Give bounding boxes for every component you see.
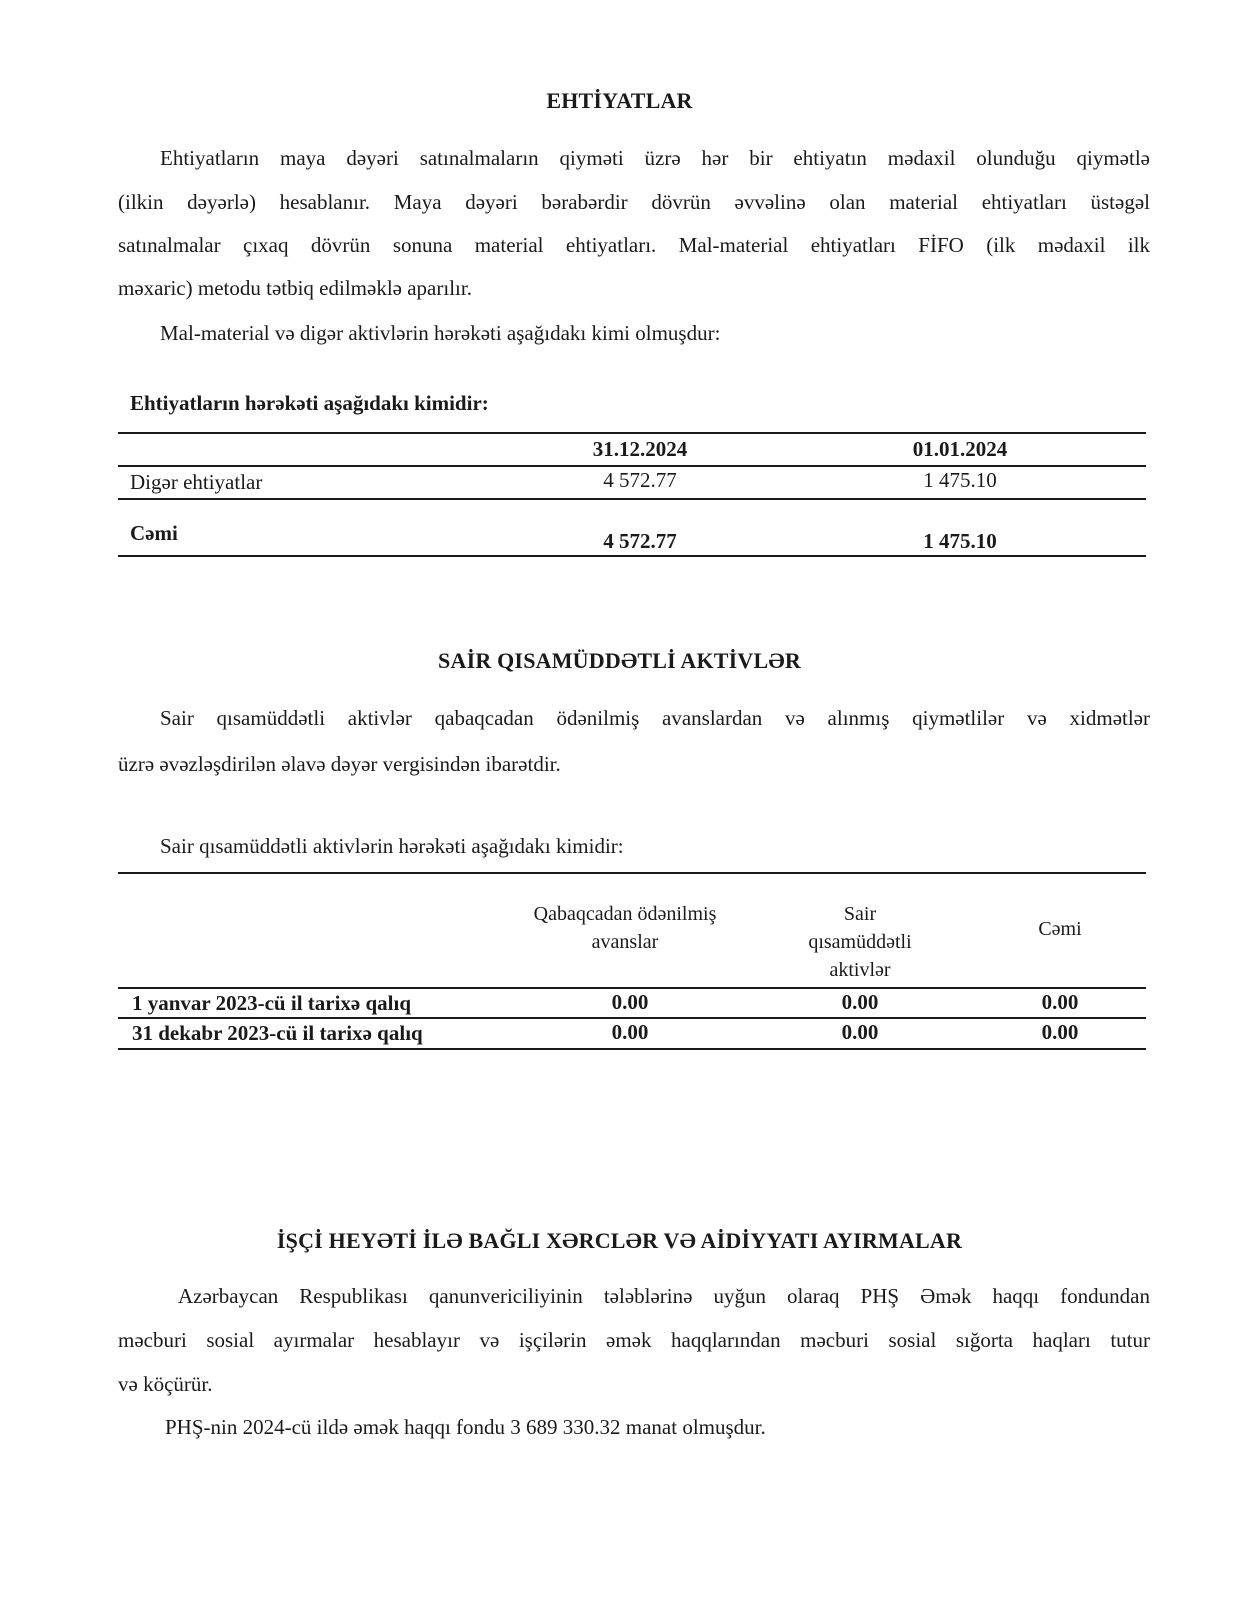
header-line: qısamüddətli <box>808 931 912 953</box>
paragraph-line: məcburi sosial ayırmalar hesablayır və işçilərin əmək haqqlarından məcburi sosial sığorta haqları tutur <box>118 1328 1150 1352</box>
table-rule-top <box>118 432 1146 434</box>
table-rule-header <box>118 465 1146 467</box>
wage-fund-text: PHŞ-nin 2024-cü ildə əmək haqqı fondu 3 689 330.32 manat olmuşdur. <box>165 1415 766 1439</box>
total-value: 1 475.10 <box>923 529 997 553</box>
row-label: 31 dekabr 2023-cü il tarixə qalıq <box>132 1021 423 1045</box>
header-line: aktivlər <box>829 959 891 981</box>
cell-value: 0.00 <box>611 1020 649 1044</box>
table-rule-bottom <box>118 1048 1146 1050</box>
total-value: 4 572.77 <box>603 529 677 553</box>
table-rule-bottom <box>118 555 1146 557</box>
table-rule-row <box>118 498 1146 500</box>
paragraph-line: (ilkin dəyərlə) hesablanır. Maya dəyəri bərabərdir dövrün əvvəlinə olan material ehtiyatları üstəgəl <box>118 190 1150 214</box>
header-line: Cəmi <box>1038 918 1082 940</box>
paragraph-line: Ehtiyatların maya dəyəri satınalmaların qiyməti üzrə hər bir ehtiyatın mədaxil olunduğu qiymətlə <box>160 146 1150 170</box>
column-header-sair-aktivler <box>760 900 960 984</box>
section-title-sair-qisamuddetli: SAİR QISAMÜDDƏTLİ AKTİVLƏR <box>438 648 801 673</box>
intro-text: Mal-material və digər aktivlərin hərəkəti aşağıdakı kimi olmuşdur: <box>160 321 721 345</box>
cell-value: 0.00 <box>1041 990 1079 1014</box>
column-header: 01.01.2024 <box>912 437 1008 461</box>
section-title-ehtiyatlar: EHTİYATLAR <box>546 88 693 113</box>
table-rule-header <box>118 987 1146 989</box>
paragraph-line: Azərbaycan Respublikası qanunvericiliyinin tələblərinə uyğun olaraq PHŞ Əmək haqqı fondundan <box>178 1284 1150 1308</box>
column-header-avanslar <box>490 900 760 956</box>
column-header-cemi <box>980 915 1140 943</box>
table-rule-top <box>118 872 1146 874</box>
cell-value: 0.00 <box>841 990 879 1014</box>
total-label: Cəmi <box>130 521 178 545</box>
section-title-isci-heyeti: İŞÇİ HEYƏTİ İLƏ BAĞLI XƏRCLƏR VƏ AİDİYYATI AYIRMALAR <box>276 1228 963 1253</box>
cell-value: 0.00 <box>1041 1020 1079 1044</box>
paragraph-line: satınalmalar çıxaq dövrün sonuna material ehtiyatları. Mal-material ehtiyatları FİFO (ilk mədaxil ilk <box>118 233 1150 257</box>
header-line: Qabaqcadan ödənilmiş <box>533 903 717 925</box>
cell-value: 4 572.77 <box>603 468 677 492</box>
header-line: avanslar <box>591 931 659 953</box>
row-label: 1 yanvar 2023-cü il tarixə qalıq <box>132 991 412 1015</box>
table-rule-row <box>118 1017 1146 1019</box>
cell-value: 0.00 <box>611 990 649 1014</box>
column-header: 31.12.2024 <box>592 437 688 461</box>
header-line: Sair <box>843 903 877 925</box>
intro-text: Sair qısamüddətli aktivlərin hərəkəti aşağıdakı kimidir: <box>160 834 624 858</box>
paragraph-line: Sair qısamüddətli aktivlər qabaqcadan ödənilmiş avanslardan və alınmış qiymətlilər və xidmətlər <box>160 706 1150 730</box>
table-caption-text: Ehtiyatların hərəkəti aşağıdakı kimidir: <box>130 391 489 415</box>
paragraph-line: və köçürür. <box>118 1372 213 1396</box>
paragraph-line: məxaric) metodu tətbiq edilməklə aparılır. <box>118 276 472 300</box>
cell-value: 0.00 <box>841 1020 879 1044</box>
cell-value: 1 475.10 <box>923 468 997 492</box>
row-label: Digər ehtiyatlar <box>130 470 263 494</box>
paragraph-line: üzrə əvəzləşdirilən əlavə dəyər vergisindən ibarətdir. <box>118 752 561 776</box>
